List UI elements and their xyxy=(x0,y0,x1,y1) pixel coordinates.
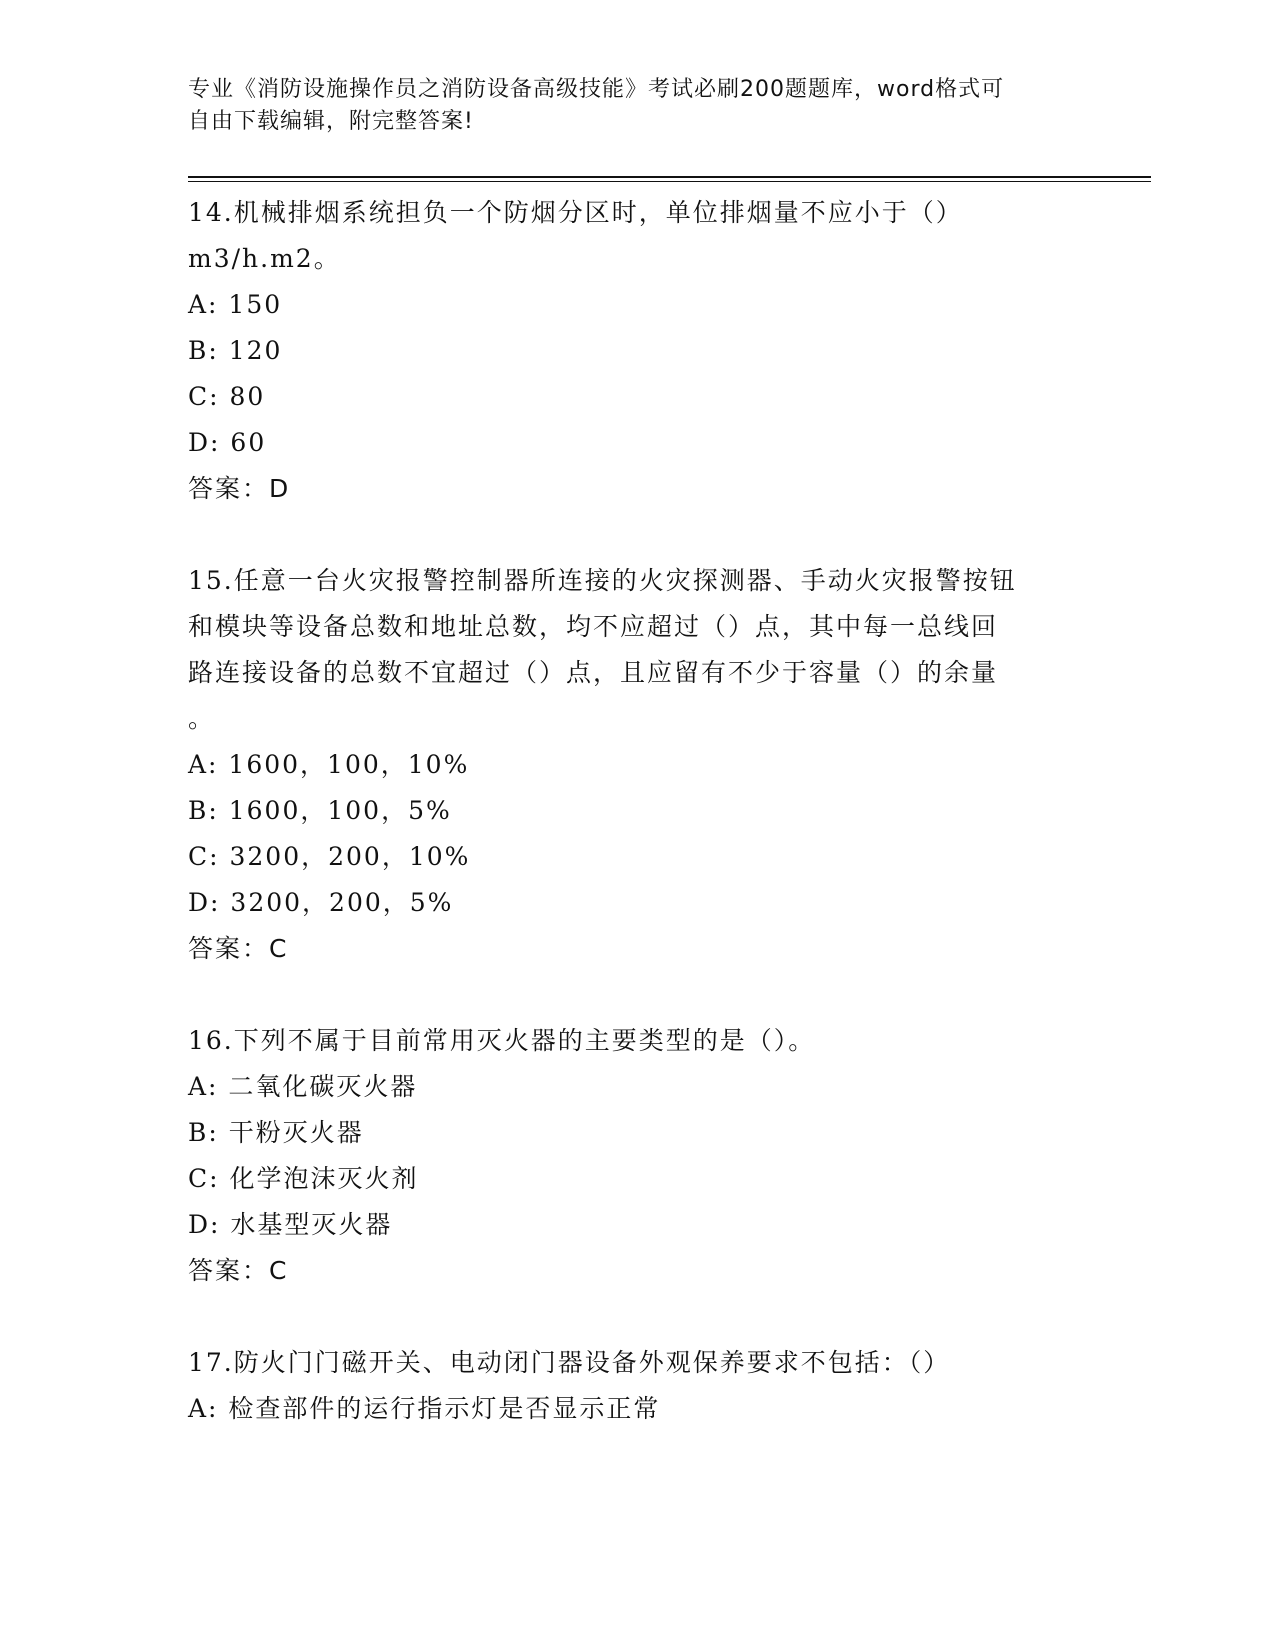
header-divider-thin xyxy=(188,181,1151,182)
question-stem-line: m3/h.m2。 xyxy=(188,244,341,273)
answer-line: 答案：D xyxy=(188,474,291,503)
document-header xyxy=(188,74,1068,138)
question-list xyxy=(188,190,1088,1432)
question-stem-line: 16.下列不属于目前常用灭火器的主要类型的是（）。 xyxy=(188,1026,816,1055)
spacer xyxy=(188,972,1088,1018)
question-stem-line: 。 xyxy=(188,704,216,733)
option-d: D: 60 xyxy=(188,428,267,457)
question-stem-line: 17.防火门门磁开关、电动闭门器设备外观保养要求不包括：（） xyxy=(188,1348,951,1377)
option-d: D: 水基型灭火器 xyxy=(188,1210,393,1239)
header-line-1: 专业《消防设施操作员之消防设备高级技能》考试必刷200题题库，word格式可 xyxy=(188,77,1005,102)
option-b: B: 干粉灭火器 xyxy=(188,1118,364,1147)
question-14 xyxy=(188,190,1088,512)
option-b: B: 1600，100，5% xyxy=(188,796,452,825)
option-a: A: 二氧化碳灭火器 xyxy=(188,1072,418,1101)
question-16 xyxy=(188,1018,1088,1294)
spacer xyxy=(188,512,1088,558)
question-stem-line: 路连接设备的总数不宜超过（）点，且应留有不少于容量（）的余量 xyxy=(188,658,999,687)
answer-line: 答案：C xyxy=(188,934,289,963)
answer-line: 答案：C xyxy=(188,1256,289,1285)
option-c: C: 3200，200，10% xyxy=(188,842,471,871)
question-15 xyxy=(188,558,1088,972)
question-stem-line: 14.机械排烟系统担负一个防烟分区时，单位排烟量不应小于（） xyxy=(188,198,963,227)
header-divider-thick xyxy=(188,176,1151,178)
question-stem-line: 15.任意一台火灾报警控制器所连接的火灾探测器、手动火灾报警按钮 xyxy=(188,566,1017,595)
question-stem-line: 和模块等设备总数和地址总数，均不应超过（）点，其中每一总线回 xyxy=(188,612,999,641)
spacer xyxy=(188,1294,1088,1340)
option-c: C: 80 xyxy=(188,382,266,411)
option-a: A: 检查部件的运行指示灯是否显示正常 xyxy=(188,1394,661,1423)
header-line-2: 自由下载编辑，附完整答案! xyxy=(188,109,474,134)
question-17 xyxy=(188,1340,1088,1432)
option-a: A: 1600，100，10% xyxy=(188,750,470,779)
option-d: D: 3200，200，5% xyxy=(188,888,454,917)
option-a: A: 150 xyxy=(188,290,283,319)
option-b: B: 120 xyxy=(188,336,283,365)
option-c: C: 化学泡沫灭火剂 xyxy=(188,1164,419,1193)
